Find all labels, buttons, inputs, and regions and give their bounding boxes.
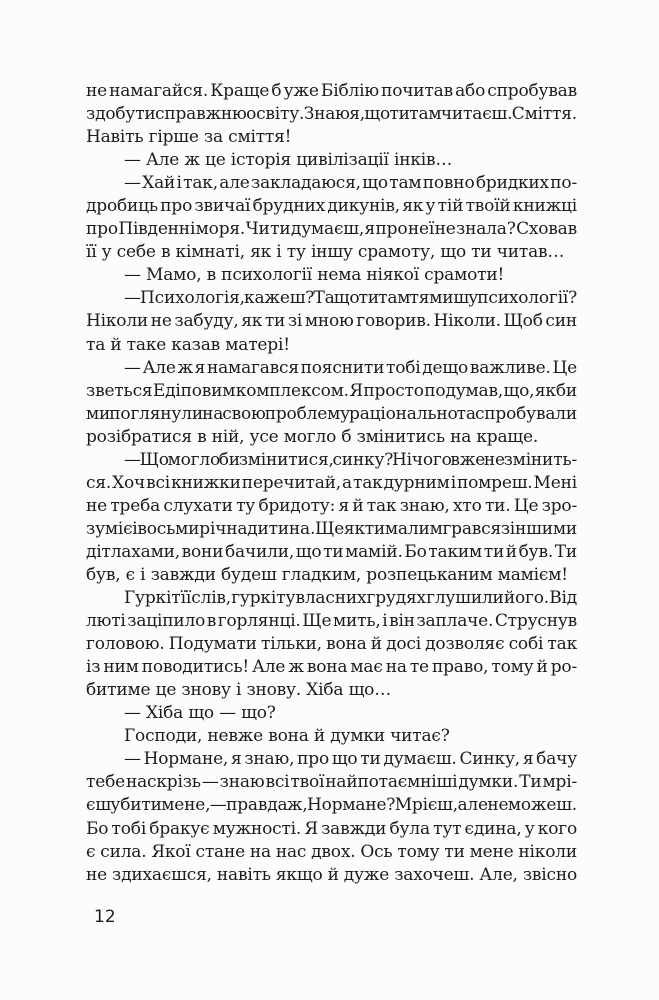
text-line-content: Бо тобі бракує мужності. Я завжди була тут єдина, у кого <box>86 818 577 839</box>
text-line-content: — Хіба що — що? <box>124 703 276 724</box>
text-line-content: розібратися в ній, усе могло б змінитись на краще. <box>86 426 539 447</box>
text-line <box>86 864 577 887</box>
text-line-content: зветься Едіповим комплексом. Я просто подумав, що, якби <box>86 380 577 401</box>
text-line <box>86 518 577 541</box>
text-line-content: її у себе в кімнаті, як і ту іншу срамоту, що ти читав… <box>86 242 565 263</box>
text-line-content: битиме це знову і знову. Хіба що… <box>86 680 392 701</box>
text-line-content: Ніколи не забуду, як ти зі мною говорив. Ніколи. Щоб син <box>86 311 577 332</box>
text-line-content: головою. Подумати тільки, вона й досі дозволяє собі так <box>86 634 577 655</box>
text-line <box>86 449 577 472</box>
text-line <box>86 818 577 841</box>
text-line-content: із ним поводитись! Але ж вона має на те право, тому й ро- <box>86 657 577 678</box>
text-line <box>86 564 577 587</box>
text-line <box>86 264 577 287</box>
text-line-content: Навіть гірше за сміття! <box>86 127 292 148</box>
text-line <box>86 794 577 817</box>
text-line <box>86 80 577 103</box>
text-line <box>86 310 577 333</box>
text-line-content: здобути справжню освіту. Знаю я, що ти там читаєш. Сміття. <box>86 104 577 125</box>
text-line-content: Господи, невже вона й думки читає? <box>124 726 450 747</box>
text-line-content: — Психологія, кажеш? Та що ти там тямиш у психології? <box>124 288 577 309</box>
text-line <box>86 287 577 310</box>
text-line-content: та й таке казав матері! <box>86 334 290 355</box>
text-line <box>86 679 577 702</box>
page-number: 12 <box>94 907 116 927</box>
text-line-content: Гуркіт її слів, гуркіт у власних грудях глушили його. Від <box>124 588 577 609</box>
text-line <box>86 426 577 449</box>
text-line-content: — Мамо, в психології нема ніякої срамоти! <box>124 265 505 286</box>
text-line <box>86 218 577 241</box>
text-line-content: був, є і завжди будеш гладким, розпецьканим мамієм! <box>86 564 568 585</box>
text-line <box>86 149 577 172</box>
text-line <box>86 357 577 380</box>
text-line <box>86 403 577 426</box>
text-line-content: зуміє і восьмирічна дитина. Ще як ти малим грався з іншими <box>86 518 577 539</box>
text-line-content: про Південні моря. Чи ти думаєш, я про неї не знала? Сховав <box>86 219 577 240</box>
text-line <box>86 771 577 794</box>
text-line-content: ми поглянули на свою проблему раціонально та спробували <box>86 403 577 424</box>
text-line-content: не намагайся. Краще б уже Біблію почитав або спробував <box>86 81 577 101</box>
text-line <box>86 472 577 495</box>
text-line <box>86 241 577 264</box>
text-line <box>86 495 577 518</box>
text-line <box>86 656 577 679</box>
text-line <box>86 725 577 748</box>
text-line <box>86 610 577 633</box>
text-line <box>86 172 577 195</box>
text-line-content: люті заціпило в горлянці. Ще мить, і він заплаче. Струснув <box>86 611 577 632</box>
text-line-content: — Що могло би змінитися, синку? Нічого вже не змінить- <box>124 449 577 470</box>
page-text-block <box>86 80 577 887</box>
text-line <box>86 334 577 357</box>
text-line <box>86 541 577 564</box>
text-line <box>86 748 577 771</box>
text-line-content: дробиць про звичаї брудних дикунів, як у тій твоїй книжці <box>86 196 577 217</box>
text-line <box>86 841 577 864</box>
text-line <box>86 195 577 218</box>
text-line <box>86 103 577 126</box>
text-line-content: — Хай і так, але закладаюся, що там повно бридких по- <box>124 173 577 194</box>
text-line-content: тебе наскрізь — знаю всі твої найпотаємніші думки. Ти мрі- <box>86 772 577 793</box>
text-line <box>86 633 577 656</box>
text-line-content: ся. Хоч всі книжки перечитай, а так дурним і помреш. Мені <box>86 472 577 493</box>
text-line-content: не здихаєшся, навіть якщо й дуже захочеш. Але, звісно <box>86 864 577 885</box>
text-line-content: є сила. Якої стане на нас двох. Ось тому ти мене ніколи <box>86 841 577 862</box>
text-line-content: єш убити мене, — правда ж, Нормане? Мрієш, але не можеш. <box>86 795 577 816</box>
text-line-content: не треба слухати ту бридоту: я й так знаю, хто ти. Це зро- <box>86 495 577 516</box>
text-line-content: — Але ж я намагався пояснити тобі дещо важливе. Це <box>124 357 577 378</box>
text-line <box>86 126 577 149</box>
text-line <box>86 702 577 725</box>
text-line <box>86 380 577 403</box>
text-line <box>86 587 577 610</box>
text-line-content: — Нормане, я знаю, про що ти думаєш. Синку, я бачу <box>124 749 577 770</box>
text-line-content: дітлахами, вони бачили, що ти мамій. Бо таким ти й був. Ти <box>86 541 577 562</box>
text-line-content: — Але ж це історія цивілізації інків… <box>124 150 453 171</box>
